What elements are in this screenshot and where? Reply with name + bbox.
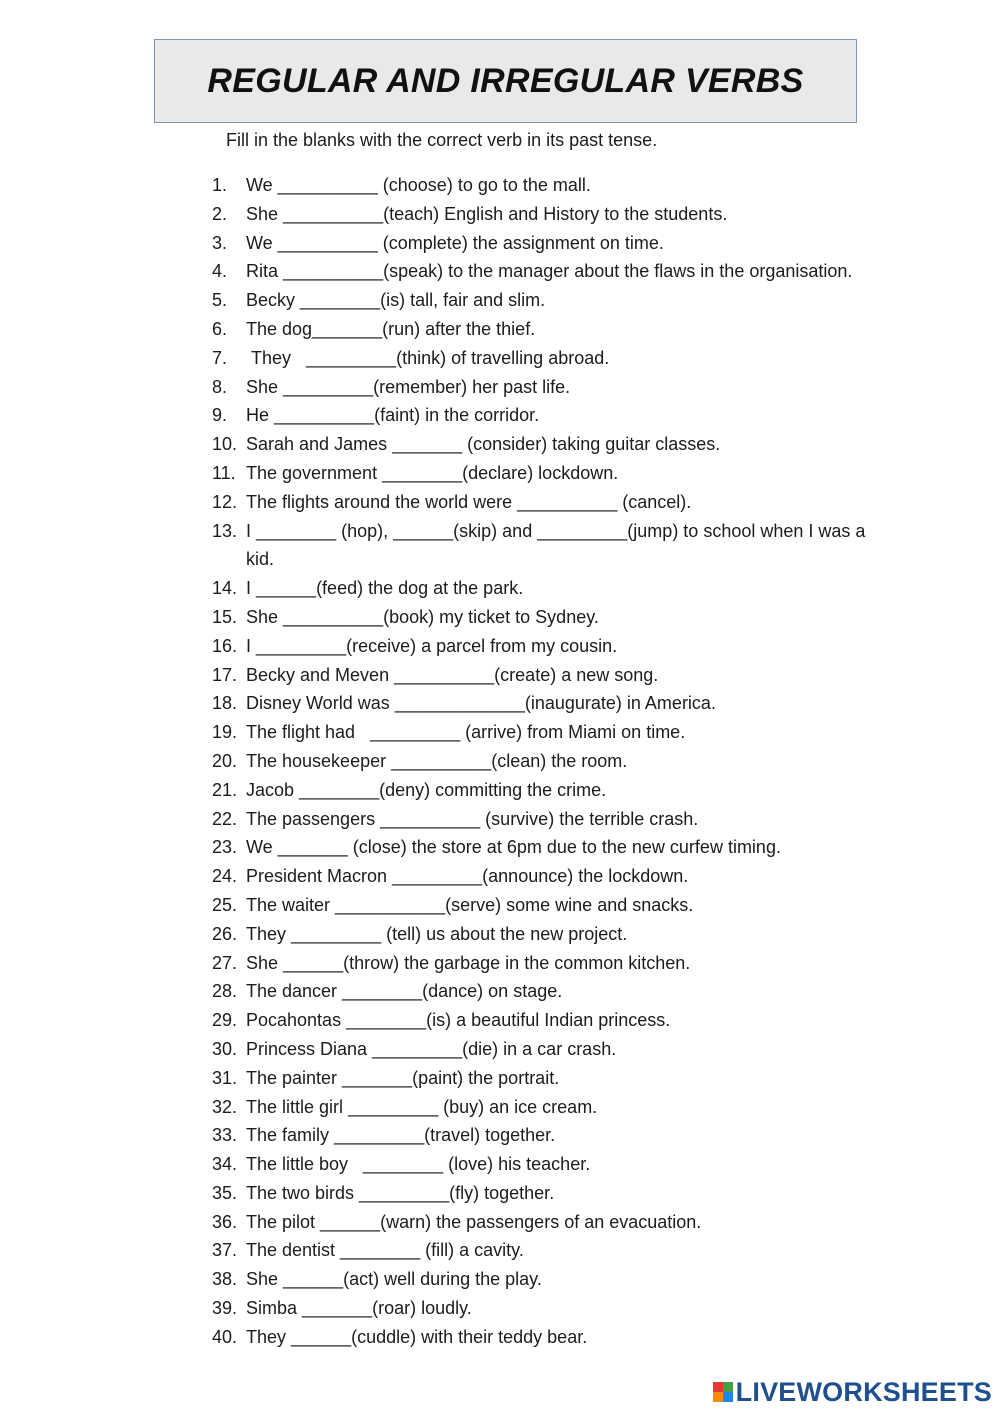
item-sentence: The pilot ______(warn) the passengers of an evacuation. <box>246 1211 702 1232</box>
logo-square-1 <box>713 1382 723 1392</box>
item-number: 33. <box>212 1125 238 1146</box>
item-number: 29. <box>212 1010 238 1031</box>
exercise-item <box>212 891 892 920</box>
exercise-item <box>212 1294 892 1323</box>
logo-square-4 <box>723 1392 733 1402</box>
logo-icon <box>713 1382 733 1402</box>
item-sentence: The painter _______(paint) the portrait. <box>246 1067 560 1088</box>
page-title: REGULAR AND IRREGULAR VERBS <box>207 61 804 100</box>
item-number: 7. <box>212 347 228 368</box>
item-sentence: The waiter ___________(serve) some wine and snacks. <box>246 894 694 915</box>
exercise-item <box>212 401 892 430</box>
item-sentence: Sarah and James _______ (consider) taking guitar classes. <box>246 434 721 455</box>
exercise-item <box>212 257 892 286</box>
exercise-item <box>212 747 892 776</box>
item-number: 16. <box>212 635 238 656</box>
item-sentence: We __________ (complete) the assignment on time. <box>246 232 664 253</box>
exercise-item <box>212 1265 892 1294</box>
item-sentence: She ______(act) well during the play. <box>246 1269 542 1290</box>
item-sentence: Disney World was _____________(inaugurate) in America. <box>246 693 716 714</box>
item-sentence: She _________(remember) her past life. <box>246 376 571 397</box>
logo-text: LIVEWORKSHEETS <box>735 1376 992 1407</box>
item-sentence: I _________(receive) a parcel from my cousin. <box>246 635 618 656</box>
item-sentence: The housekeeper __________(clean) the room. <box>246 750 628 771</box>
item-sentence: We _______ (close) the store at 6pm due to the new curfew timing. <box>246 837 781 858</box>
exercise-item <box>212 1208 892 1237</box>
item-sentence: The flights around the world were __________ (cancel). <box>246 491 692 512</box>
item-number: 18. <box>212 693 238 714</box>
item-number: 35. <box>212 1182 238 1203</box>
item-number: 34. <box>212 1154 238 1175</box>
item-sentence: The dancer ________(dance) on stage. <box>246 981 563 1002</box>
item-sentence: President Macron _________(announce) the lockdown. <box>246 866 689 887</box>
item-sentence: The little boy ________ (love) his teacher. <box>246 1154 591 1175</box>
item-sentence: Jacob ________(deny) committing the crime. <box>246 779 607 800</box>
exercise-item <box>212 1093 892 1122</box>
item-sentence: Princess Diana _________(die) in a car crash. <box>246 1038 617 1059</box>
item-sentence: The flight had _________ (arrive) from Miami on time. <box>246 722 686 743</box>
item-number: 24. <box>212 866 238 887</box>
item-sentence: They _________ (tell) us about the new project. <box>246 923 628 944</box>
item-number: 36. <box>212 1211 238 1232</box>
exercise-item <box>212 344 892 373</box>
item-number: 40. <box>212 1326 238 1347</box>
item-number: 20. <box>212 750 238 771</box>
exercise-item <box>212 1006 892 1035</box>
exercise-item <box>212 229 892 258</box>
exercise-item <box>212 315 892 344</box>
exercise-item <box>212 200 892 229</box>
item-sentence: We __________ (choose) to go to the mall. <box>246 175 591 195</box>
exercise-item <box>212 805 892 834</box>
item-sentence: He __________(faint) in the corridor. <box>246 405 540 426</box>
item-sentence: They _________(think) of travelling abroad. <box>246 347 610 368</box>
exercise-item <box>212 1323 892 1352</box>
item-number: 22. <box>212 808 238 829</box>
item-number: 39. <box>212 1298 238 1319</box>
exercise-item <box>212 574 892 603</box>
item-number: 28. <box>212 981 238 1002</box>
logo-square-3 <box>713 1392 723 1402</box>
exercise-list <box>212 171 892 1352</box>
item-number: 30. <box>212 1038 238 1059</box>
item-number: 26. <box>212 923 238 944</box>
exercise-item <box>212 1035 892 1064</box>
item-sentence: The little girl _________ (buy) an ice cream. <box>246 1096 598 1117</box>
item-number: 19. <box>212 722 238 743</box>
liveworksheets-logo[interactable] <box>713 1377 992 1407</box>
instruction-text: Fill in the blanks with the correct verb in its past tense. <box>226 130 658 150</box>
item-number: 2. <box>212 203 228 224</box>
item-sentence: The government ________(declare) lockdown. <box>246 462 619 483</box>
item-number: 31. <box>212 1067 238 1088</box>
exercise-item <box>212 632 892 661</box>
exercise-item <box>212 1179 892 1208</box>
exercise-item <box>212 949 892 978</box>
item-number: 11. <box>212 462 236 483</box>
exercise-item <box>212 430 892 459</box>
item-number: 14. <box>212 578 238 599</box>
item-number: 10. <box>212 434 238 455</box>
item-number: 27. <box>212 952 238 973</box>
item-sentence: Becky ________(is) tall, fair and slim. <box>246 290 546 311</box>
item-number: 17. <box>212 664 238 685</box>
exercise-item <box>212 718 892 747</box>
item-number: 12. <box>212 491 238 512</box>
exercise-item <box>212 603 892 632</box>
item-sentence: I ______(feed) the dog at the park. <box>246 578 524 599</box>
title-box <box>154 39 857 123</box>
logo-square-2 <box>723 1382 733 1392</box>
item-sentence: Becky and Meven __________(create) a new song. <box>246 664 659 685</box>
item-sentence: She __________(book) my ticket to Sydney. <box>246 606 599 627</box>
item-number: 13. <box>212 520 238 541</box>
item-sentence: They ______(cuddle) with their teddy bear. <box>246 1326 588 1347</box>
exercise-item <box>212 977 892 1006</box>
item-number: 4. <box>212 261 228 282</box>
item-sentence: Rita __________(speak) to the manager about the flaws in the organisation. <box>246 261 853 282</box>
item-number: 1. <box>212 175 228 195</box>
exercise-item <box>212 171 892 200</box>
item-number: 32. <box>212 1096 238 1117</box>
item-sentence: The dentist ________ (fill) a cavity. <box>246 1240 524 1261</box>
item-sentence: Pocahontas ________(is) a beautiful Indian princess. <box>246 1010 671 1031</box>
exercise-item <box>212 1236 892 1265</box>
item-number: 38. <box>212 1269 238 1290</box>
exercise-item <box>212 1150 892 1179</box>
item-sentence: The dog_______(run) after the thief. <box>246 318 536 339</box>
exercise-item <box>212 1064 892 1093</box>
exercise-item <box>212 862 892 891</box>
exercise-item <box>212 286 892 315</box>
item-sentence: I ________ (hop), ______(skip) and _________(jump) to school when I was a kid. <box>246 520 871 570</box>
item-number: 15. <box>212 606 238 627</box>
item-number: 25. <box>212 894 238 915</box>
exercise-item <box>212 373 892 402</box>
exercise-item <box>212 1121 892 1150</box>
item-number: 5. <box>212 290 228 311</box>
exercise-item <box>212 459 892 488</box>
item-sentence: Simba _______(roar) loudly. <box>246 1298 472 1319</box>
exercise-item <box>212 920 892 949</box>
item-number: 6. <box>212 318 228 339</box>
item-sentence: The passengers __________ (survive) the terrible crash. <box>246 808 699 829</box>
exercise-item <box>212 776 892 805</box>
item-number: 8. <box>212 376 228 397</box>
item-number: 3. <box>212 232 228 253</box>
exercise-item <box>212 488 892 517</box>
item-number: 9. <box>212 405 228 426</box>
item-sentence: The family _________(travel) together. <box>246 1125 556 1146</box>
item-number: 37. <box>212 1240 238 1261</box>
item-number: 21. <box>212 779 238 800</box>
exercise-item <box>212 689 892 718</box>
item-sentence: She ______(throw) the garbage in the common kitchen. <box>246 952 691 973</box>
item-sentence: She __________(teach) English and History to the students. <box>246 203 728 224</box>
exercise-item <box>212 661 892 690</box>
exercise-item <box>212 833 892 862</box>
exercise-item <box>212 517 892 575</box>
item-sentence: The two birds _________(fly) together. <box>246 1182 555 1203</box>
item-number: 23. <box>212 837 238 858</box>
